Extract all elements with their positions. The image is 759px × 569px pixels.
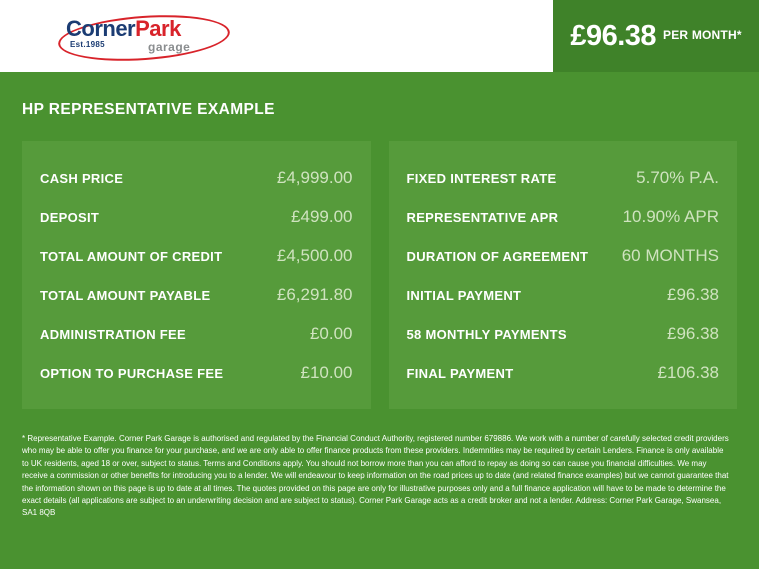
row-value: £96.38 (667, 284, 719, 304)
logo-park-text: Park (135, 16, 181, 41)
row-label: DEPOSIT (40, 209, 100, 225)
row-value: £106.38 (657, 362, 719, 382)
row-label: OPTION TO PURCHASE FEE (40, 365, 224, 381)
row-value: £10.00 (300, 362, 353, 382)
header-logo-area (0, 0, 553, 72)
page-header (0, 0, 759, 72)
disclaimer-text: * Representative Example. Corner Park Garage is authorised and regulated by the Financial Conduct Authority, registered number 679886. We work with a number of carefully selected credit providers who may be able to offer you finance for your purchase, and we are only able to offer finance products from these providers. Indemnities may be required by certain Lenders. Finance is only available to UK residents, aged 18 or over, subject to status. Terms and Conditions apply. You should not borrow more than you can afford to repay as doing so can cause you financial difficulties. We may receive a commission or other benefits for introducing you to a lender. We will endeavour to keep information on the road prices up to date (and related finance examples) but we cannot guarantee that the information shown on this page is up to date at all times. The quotes provided on this page are only for illustrative purposes only and a full finance application will have to be made to determine the exact details (all applications are subject to an underwriting decision and are subject to status). Corner Park Garage acts as a credit broker and not a lender. Address: Corner Park Garage, Swansea, SA1 8QB (22, 434, 729, 518)
table-row (407, 158, 720, 197)
monthly-price-badge (553, 0, 759, 72)
table-row (407, 197, 720, 236)
row-value: £499.00 (291, 206, 353, 226)
row-label: FIXED INTEREST RATE (406, 170, 557, 186)
table-row (40, 158, 353, 197)
row-value: £96.38 (667, 323, 719, 343)
row-label: DURATION OF AGREEMENT (406, 248, 589, 264)
row-value: 10.90% APR (622, 206, 719, 226)
logo-established-text: Est.1985 (70, 40, 105, 49)
right-panel (389, 141, 738, 409)
row-label: TOTAL AMOUNT PAYABLE (40, 287, 211, 303)
logo-corner-text: Corner (66, 16, 136, 41)
table-row (40, 197, 353, 236)
page-title: HP REPRESENTATIVE EXAMPLE (22, 101, 275, 118)
table-row (407, 353, 720, 392)
table-row (407, 236, 720, 275)
table-row (407, 275, 720, 314)
row-value: 60 MONTHS (621, 245, 719, 265)
row-label: INITIAL PAYMENT (406, 287, 522, 303)
finance-details-panels (0, 119, 759, 409)
logo-garage-text: garage (148, 40, 191, 54)
row-value: £4,999.00 (276, 167, 353, 187)
table-row (407, 314, 720, 353)
table-row (40, 275, 353, 314)
left-panel (22, 141, 371, 409)
table-row (40, 314, 353, 353)
monthly-price-period: PER MONTH* (663, 28, 742, 42)
row-label: TOTAL AMOUNT OF CREDIT (40, 248, 223, 264)
row-label: 58 MONTHLY PAYMENTS (406, 326, 567, 342)
logo-wordmark (66, 16, 181, 42)
row-label: ADMINISTRATION FEE (40, 326, 186, 342)
row-value: £4,500.00 (276, 245, 353, 265)
row-label: REPRESENTATIVE APR (406, 209, 559, 225)
row-label: FINAL PAYMENT (406, 365, 514, 381)
table-row (40, 236, 353, 275)
row-value: £0.00 (309, 323, 353, 343)
monthly-price-amount: £96.38 (570, 19, 657, 52)
corner-park-garage-logo (52, 10, 232, 62)
table-row (40, 353, 353, 392)
row-label: CASH PRICE (40, 170, 124, 186)
row-value: £6,291.80 (276, 284, 353, 304)
row-value: 5.70% P.A. (636, 167, 719, 187)
